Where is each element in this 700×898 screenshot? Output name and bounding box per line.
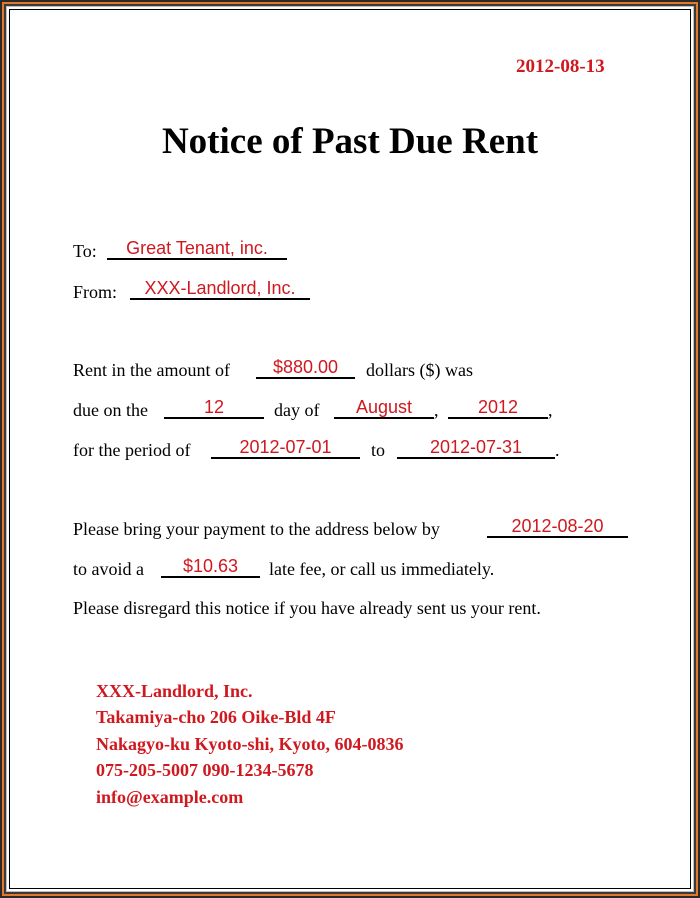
rent-amount-field[interactable]: $880.00 [256, 357, 355, 379]
disregard-note: Please disregard this notice if you have already sent us your rent. [73, 598, 541, 618]
payment-instruction: Please bring your payment to the address below by [73, 519, 440, 539]
due-year-field[interactable]: 2012 [448, 397, 548, 419]
landlord-email[interactable]: info@example.com [96, 787, 244, 807]
period-prefix: for the period of [73, 440, 191, 460]
comma-separator: , [548, 400, 553, 420]
to-field[interactable]: Great Tenant, inc. [107, 238, 287, 260]
landlord-phones: 075-205-5007 090-1234-5678 [96, 760, 314, 780]
period-end-field[interactable]: 2012-07-31 [397, 437, 555, 459]
day-of-label: day of [274, 400, 320, 420]
landlord-name: XXX-Landlord, Inc. [96, 681, 253, 701]
rent-amount-suffix: dollars ($) was [366, 360, 473, 380]
late-fee-prefix: to avoid a [73, 559, 144, 579]
landlord-city: Nakagyo-ku Kyoto-shi, Kyoto, 604-0836 [96, 734, 404, 754]
from-field[interactable]: XXX-Landlord, Inc. [130, 278, 310, 300]
to-label: To: [73, 241, 97, 261]
from-label: From: [73, 282, 118, 302]
payment-due-field[interactable]: 2012-08-20 [487, 516, 628, 538]
late-fee-suffix: late fee, or call us immediately. [269, 559, 495, 579]
due-month-field[interactable]: August [334, 397, 434, 419]
due-prefix: due on the [73, 400, 148, 420]
due-day-field[interactable]: 12 [164, 397, 264, 419]
period-end-punctuation: . [555, 440, 560, 460]
late-fee-field[interactable]: $10.63 [161, 556, 260, 578]
page-title: Notice of Past Due Rent [161, 121, 539, 162]
period-start-field[interactable]: 2012-07-01 [211, 437, 360, 459]
notice-date: 2012-08-13 [516, 56, 605, 77]
comma-separator: , [434, 400, 439, 420]
period-to-label: to [371, 440, 386, 460]
rent-amount-prefix: Rent in the amount of [73, 360, 230, 380]
landlord-street: Takamiya-cho 206 Oike-Bld 4F [96, 707, 336, 727]
